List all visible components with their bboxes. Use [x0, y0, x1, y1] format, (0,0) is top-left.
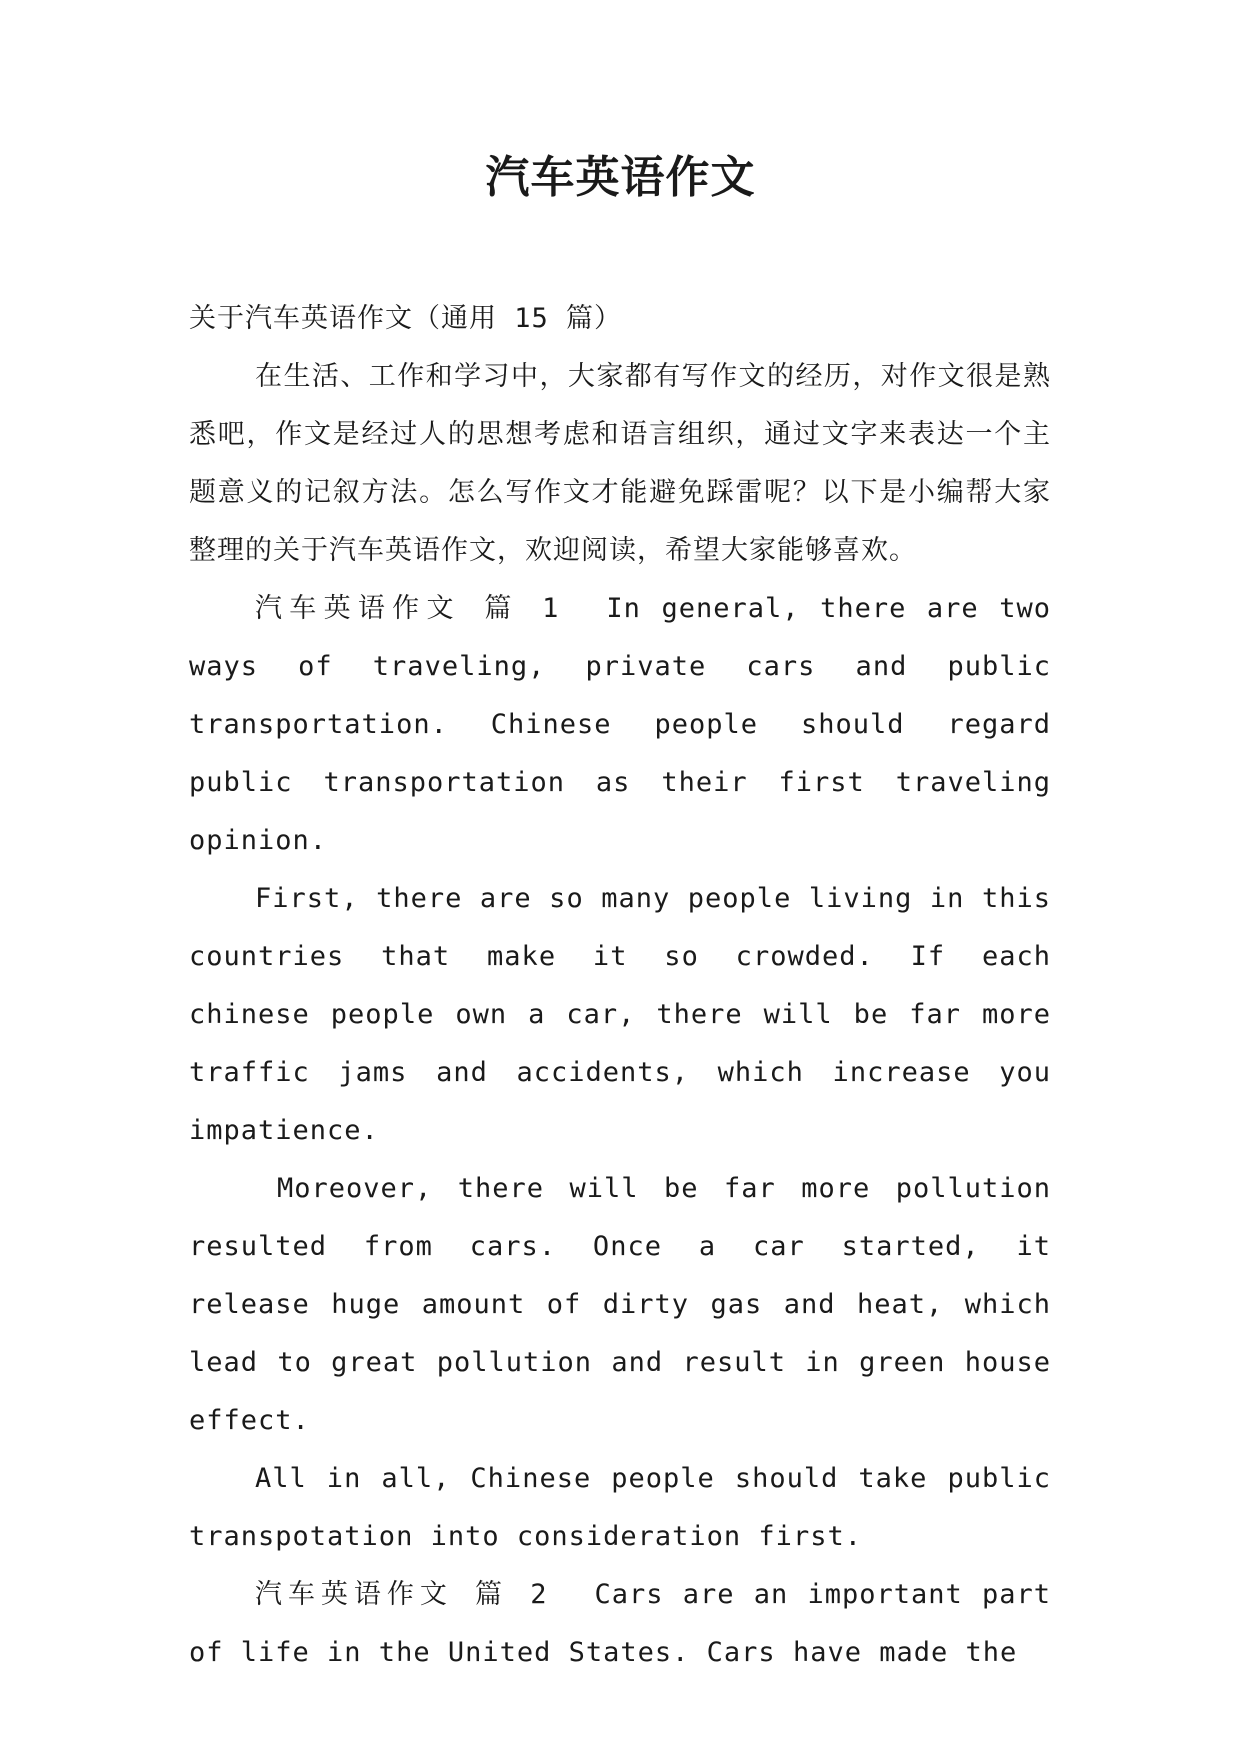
intro-paragraph: 在生活、工作和学习中，大家都有写作文的经历，对作文很是熟悉吧，作文是经过人的思想考虑和语言组织，通过文字来表达一个主题意义的记叙方法。怎么写作文才能避免踩雷呢？以下是小编帮大家整理的关于汽车英语作文，欢迎阅读，希望大家能够喜欢。 [189, 361, 1051, 566]
essay-2-paragraph-1: Cars are an important part of life in the United States. Cars have made the [189, 1579, 1051, 1668]
essay-1-paragraph-3: Moreover, there will be far more pollution resulted from cars. Once a car started, it release huge amount of dirty gas and heat, which lead to great pollution and result in green house effect. [189, 1173, 1051, 1436]
document-body [189, 290, 1051, 1682]
page-title: 汽车英语作文 [485, 152, 756, 203]
document-subtitle: 关于汽车英语作文（通用 15 篇） [189, 303, 623, 334]
essay-1-paragraph-4: All in all, Chinese people should take public transpotation into consideration first. [189, 1463, 1051, 1552]
essay-1-heading: 汽车英语作文 篇 1 [255, 593, 563, 624]
essay-1-paragraph-2: First, there are so many people living in this countries that make it so crowded. If each chinese people own a car, there will be far more traffic jams and accidents, which increase you impatience. [189, 883, 1051, 1146]
essay-1-first-paragraph [189, 580, 1051, 870]
essay-2-heading: 汽车英语作文 篇 2 [255, 1579, 551, 1610]
essay-2-first-paragraph [189, 1566, 1051, 1682]
essay-1-paragraph-1: In general, there are two ways of traveling, private cars and public transportation. Chinese people should regard public transportation as their first traveling opinion. [189, 593, 1051, 856]
